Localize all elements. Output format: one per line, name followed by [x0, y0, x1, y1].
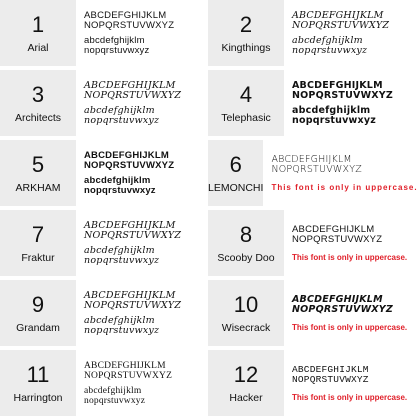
uppercase-line-2: NOPQRSTUVWXYZ [84, 89, 182, 101]
uppercase-line-2: NOPQRSTUVWXYZ [271, 163, 362, 175]
font-sample [284, 70, 416, 136]
font-sample [284, 210, 416, 276]
lowercase-line-2: nopqrstuvwxyz [84, 395, 146, 406]
uppercase-line-1: ABCDEFGHIJKLM [84, 360, 166, 371]
uppercase-line-1: ABCDEFGHIJKLM [292, 9, 384, 21]
font-name: Grandam [16, 321, 60, 334]
uppercase-only-note: This font is only in uppercase. [292, 252, 408, 262]
font-card-grandam [0, 280, 208, 346]
lowercase-line-1: abcdefghijklm [84, 385, 142, 396]
uppercase-line-2: NOPQRSTUVWXYZ [84, 299, 182, 311]
lowercase-line-1: abcdefghijklm [84, 244, 155, 256]
font-card-harrington [0, 350, 208, 416]
lowercase-line-1: abcdefghijklm [292, 104, 371, 116]
uppercase-line-1: ABCDEFGHIJKLM [84, 149, 169, 161]
font-label-panel [0, 280, 76, 346]
uppercase-line-2: NOPQRSTUVWXYZ [292, 233, 383, 245]
uppercase-line-1: ABCDEFGHIJKLM [84, 289, 176, 301]
font-label-panel [208, 70, 284, 136]
lowercase-line-1: abcdefghijklm [84, 174, 151, 186]
font-number: 6 [229, 151, 242, 177]
lowercase-line-2: nopqrstuvwxyz [84, 254, 160, 266]
uppercase-line-2: NOPQRSTUVWXYZ [84, 370, 173, 381]
uppercase-line-1: ABCDEFGHIJKLM [271, 153, 352, 165]
uppercase-line-1: ABCDEFGHIJKLM [292, 79, 383, 91]
font-label-panel [208, 0, 284, 66]
font-card-architects [0, 70, 208, 136]
lowercase-line-2: nopqrstuvwxyz [84, 324, 160, 336]
uppercase-line-1: ABCDEFGHIJKLM [84, 79, 176, 91]
font-number: 10 [233, 291, 259, 317]
font-label-panel [0, 140, 76, 206]
font-name: Architects [14, 111, 62, 124]
font-number: 4 [239, 81, 253, 107]
font-number: 3 [31, 81, 45, 107]
font-sample [284, 280, 416, 346]
font-number: 12 [233, 361, 259, 387]
uppercase-only-note: This font is only in uppercase. [292, 392, 408, 402]
font-sample [263, 140, 417, 206]
font-label-panel [0, 210, 76, 276]
font-sample [76, 210, 208, 276]
font-label-panel [0, 0, 76, 66]
font-sample [76, 0, 208, 66]
uppercase-only-note: This font is only in uppercase. [292, 322, 408, 332]
lowercase-line-2: nopqrstuvwxyz [84, 44, 150, 56]
lowercase-line-2: nopqrstuvwxyz [84, 184, 156, 196]
lowercase-line-2: nopqrstuvwxyz [292, 114, 376, 126]
font-sample [76, 280, 208, 346]
font-sample [284, 0, 416, 66]
lowercase-line-1: abcdefghijklm [84, 104, 155, 116]
font-name: Scooby Doo [217, 251, 275, 264]
font-name: Telephasic [221, 111, 271, 124]
font-card-lemonchi [208, 140, 416, 206]
uppercase-line-2: NOPQRSTUVWXYZ [292, 373, 369, 385]
font-sample [284, 350, 416, 416]
font-card-arkham [0, 140, 208, 206]
font-number: 2 [239, 11, 253, 37]
uppercase-line-1: ABCDEFGHIJKLM [292, 293, 383, 305]
lowercase-line-1: abcdefghijklm [84, 314, 155, 326]
font-number: 8 [239, 221, 253, 247]
uppercase-line-2: NOPQRSTUVWXYZ [292, 19, 390, 31]
font-sample [76, 350, 208, 416]
lowercase-line-2: nopqrstuvwxyz [292, 44, 368, 56]
font-name: LEMONCHI [208, 181, 264, 194]
font-name: Hacker [229, 391, 263, 404]
font-label-panel [0, 350, 76, 416]
uppercase-line-2: NOPQRSTUVWXYZ [84, 229, 182, 241]
font-number: 1 [31, 11, 45, 37]
font-name: Arial [27, 41, 49, 54]
font-number: 5 [31, 151, 45, 177]
uppercase-line-1: ABCDEFGHIJKLM [292, 223, 375, 235]
uppercase-line-2: NOPQRSTUVWXYZ [292, 89, 393, 101]
font-name: ARKHAM [15, 181, 61, 194]
font-name: Harrington [13, 391, 63, 404]
font-card-wisecrack [208, 280, 416, 346]
lowercase-line-1: abcdefghijklm [84, 34, 145, 46]
uppercase-line-1: ABCDEFGHIJKLM [84, 219, 176, 231]
uppercase-line-2: NOPQRSTUVWXYZ [84, 159, 175, 171]
font-card-hacker [208, 350, 416, 416]
uppercase-line-2: NOPQRSTUVWXYZ [84, 19, 175, 31]
font-name: Wisecrack [221, 321, 271, 334]
font-label-panel [208, 280, 284, 346]
font-label-panel [208, 140, 263, 206]
font-name: Fraktur [21, 251, 55, 264]
font-card-arial [0, 0, 208, 66]
font-number: 7 [31, 221, 45, 247]
uppercase-line-1: ABCDEFGHIJKLM [292, 363, 369, 375]
font-card-kingthings [208, 0, 416, 66]
font-card-scooby-doo [208, 210, 416, 276]
font-sample [76, 70, 208, 136]
font-name: Kingthings [221, 41, 271, 54]
uppercase-only-note: This font is only in uppercase. [271, 182, 418, 192]
font-label-panel [0, 70, 76, 136]
lowercase-line-1: abcdefghijklm [292, 34, 363, 46]
font-card-fraktur [0, 210, 208, 276]
font-number: 9 [31, 291, 45, 317]
font-card-telephasic [208, 70, 416, 136]
font-label-panel [208, 210, 284, 276]
uppercase-line-1: ABCDEFGHIJKLM [84, 9, 167, 21]
uppercase-line-2: NOPQRSTUVWXYZ [292, 303, 393, 315]
font-number: 11 [26, 361, 50, 387]
font-sample [76, 140, 208, 206]
font-label-panel [208, 350, 284, 416]
lowercase-line-2: nopqrstuvwxyz [84, 114, 160, 126]
